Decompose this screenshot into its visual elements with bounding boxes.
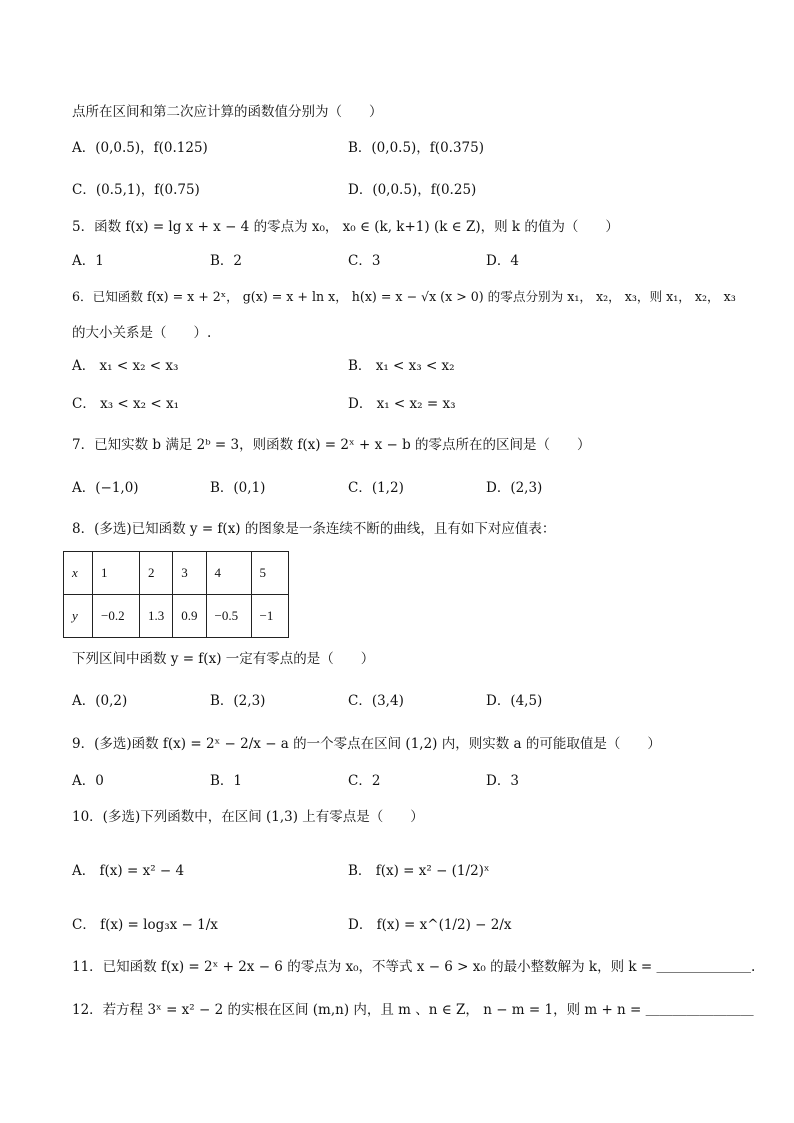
q9-option-b: B．1: [210, 773, 243, 789]
question-8: 8．(多选)已知函数 y = f(x) 的图象是一条连续不断的曲线，且有如下对应值表：: [72, 521, 556, 537]
q10-option-c: C． f(x) = log₃x − 1/x: [72, 917, 218, 933]
table-row-x: [64, 552, 289, 595]
q4-option-a: A．(0,0.5)，f(0.125): [72, 140, 208, 156]
q9-option-c: C．2: [348, 773, 381, 789]
question-12: 12．若方程 3ˣ = x² − 2 的实根在区间 (m,n) 内，且 m 、n ∈ Z， n − m = 1，则 m + n = ＿＿＿＿＿＿＿＿: [72, 1002, 754, 1018]
question-7: 7．已知实数 b 满足 2ᵇ = 3，则函数 f(x) = 2ˣ + x − b 的零点所在的区间是（ ）: [72, 437, 591, 453]
q7-option-b: B．(0,1): [210, 480, 266, 496]
table-cell: 0.9: [173, 595, 206, 638]
q8-option-c: C．(3,4): [348, 693, 404, 709]
q6-option-a: A． x₁ < x₂ < x₃: [72, 358, 179, 374]
q4-option-b: B．(0,0.5)，f(0.375): [348, 140, 484, 156]
q5-option-d: D．4: [486, 253, 519, 269]
q7-option-c: C．(1,2): [348, 480, 404, 496]
question-4-tail: 点所在区间和第二次应计算的函数值分别为（ ）: [72, 104, 383, 120]
table-header-y: y: [64, 595, 93, 638]
q8-option-b: B．(2,3): [210, 693, 266, 709]
q4-option-c: C．(0.5,1)，f(0.75): [72, 182, 200, 198]
q5-option-b: B．2: [210, 253, 243, 269]
table-cell: −0.2: [93, 595, 140, 638]
q8-option-d: D．(4,5): [486, 693, 543, 709]
q6-option-d: D． x₁ < x₂ = x₃: [348, 396, 456, 412]
q5-option-a: A．1: [72, 253, 104, 269]
table-cell: 3: [173, 552, 206, 595]
q9-option-a: A．0: [72, 773, 104, 789]
table-cell: 4: [206, 552, 251, 595]
question-10: 10．(多选)下列函数中，在区间 (1,3) 上有零点是（ ）: [72, 809, 424, 825]
table-cell: −1: [251, 595, 288, 638]
value-table: [63, 551, 289, 638]
table-row-y: [64, 595, 289, 638]
question-6-line-2: 的大小关系是（ ）.: [72, 325, 212, 341]
question-8-followup: 下列区间中函数 y = f(x) 一定有零点的是（ ）: [72, 651, 375, 667]
question-5: 5．函数 f(x) = lg x + x − 4 的零点为 x₀， x₀ ∈ (k, k+1) (k ∈ Z)，则 k 的值为（ ）: [72, 219, 619, 235]
table-cell: −0.5: [206, 595, 251, 638]
table-header-x: x: [64, 552, 93, 595]
q9-option-d: D．3: [486, 773, 519, 789]
q10-option-b: B． f(x) = x² − (1/2)ˣ: [348, 863, 490, 879]
question-11: 11．已知函数 f(x) = 2ˣ + 2x − 6 的零点为 x₀，不等式 x − 6 > x₀ 的最小整数解为 k，则 k = ＿＿＿＿＿＿＿.: [72, 959, 756, 975]
table-cell: 2: [140, 552, 173, 595]
q10-option-d: D． f(x) = x^(1/2) − 2/x: [348, 917, 512, 933]
q5-option-c: C．3: [348, 253, 381, 269]
table-cell: 1: [93, 552, 140, 595]
q6-option-c: C． x₃ < x₂ < x₁: [72, 396, 179, 412]
q8-option-a: A．(0,2): [72, 693, 128, 709]
q10-option-a: A． f(x) = x² − 4: [72, 863, 185, 879]
q7-option-d: D．(2,3): [486, 480, 543, 496]
table-cell: 5: [251, 552, 288, 595]
table-cell: 1.3: [140, 595, 173, 638]
question-6-line-1: 6．已知函数 f(x) = x + 2ˣ， g(x) = x + ln x， h(x) = x − √x (x > 0) 的零点分别为 x₁， x₂， x₃，则 x₁， x₂， x₃: [72, 289, 736, 304]
q4-option-d: D．(0,0.5)，f(0.25): [348, 182, 477, 198]
q7-option-a: A．(−1,0): [72, 480, 139, 496]
question-9: 9．(多选)函数 f(x) = 2ˣ − 2/x − a 的一个零点在区间 (1,2) 内，则实数 a 的可能取值是（ ）: [72, 736, 661, 752]
q6-option-b: B． x₁ < x₃ < x₂: [348, 358, 455, 374]
